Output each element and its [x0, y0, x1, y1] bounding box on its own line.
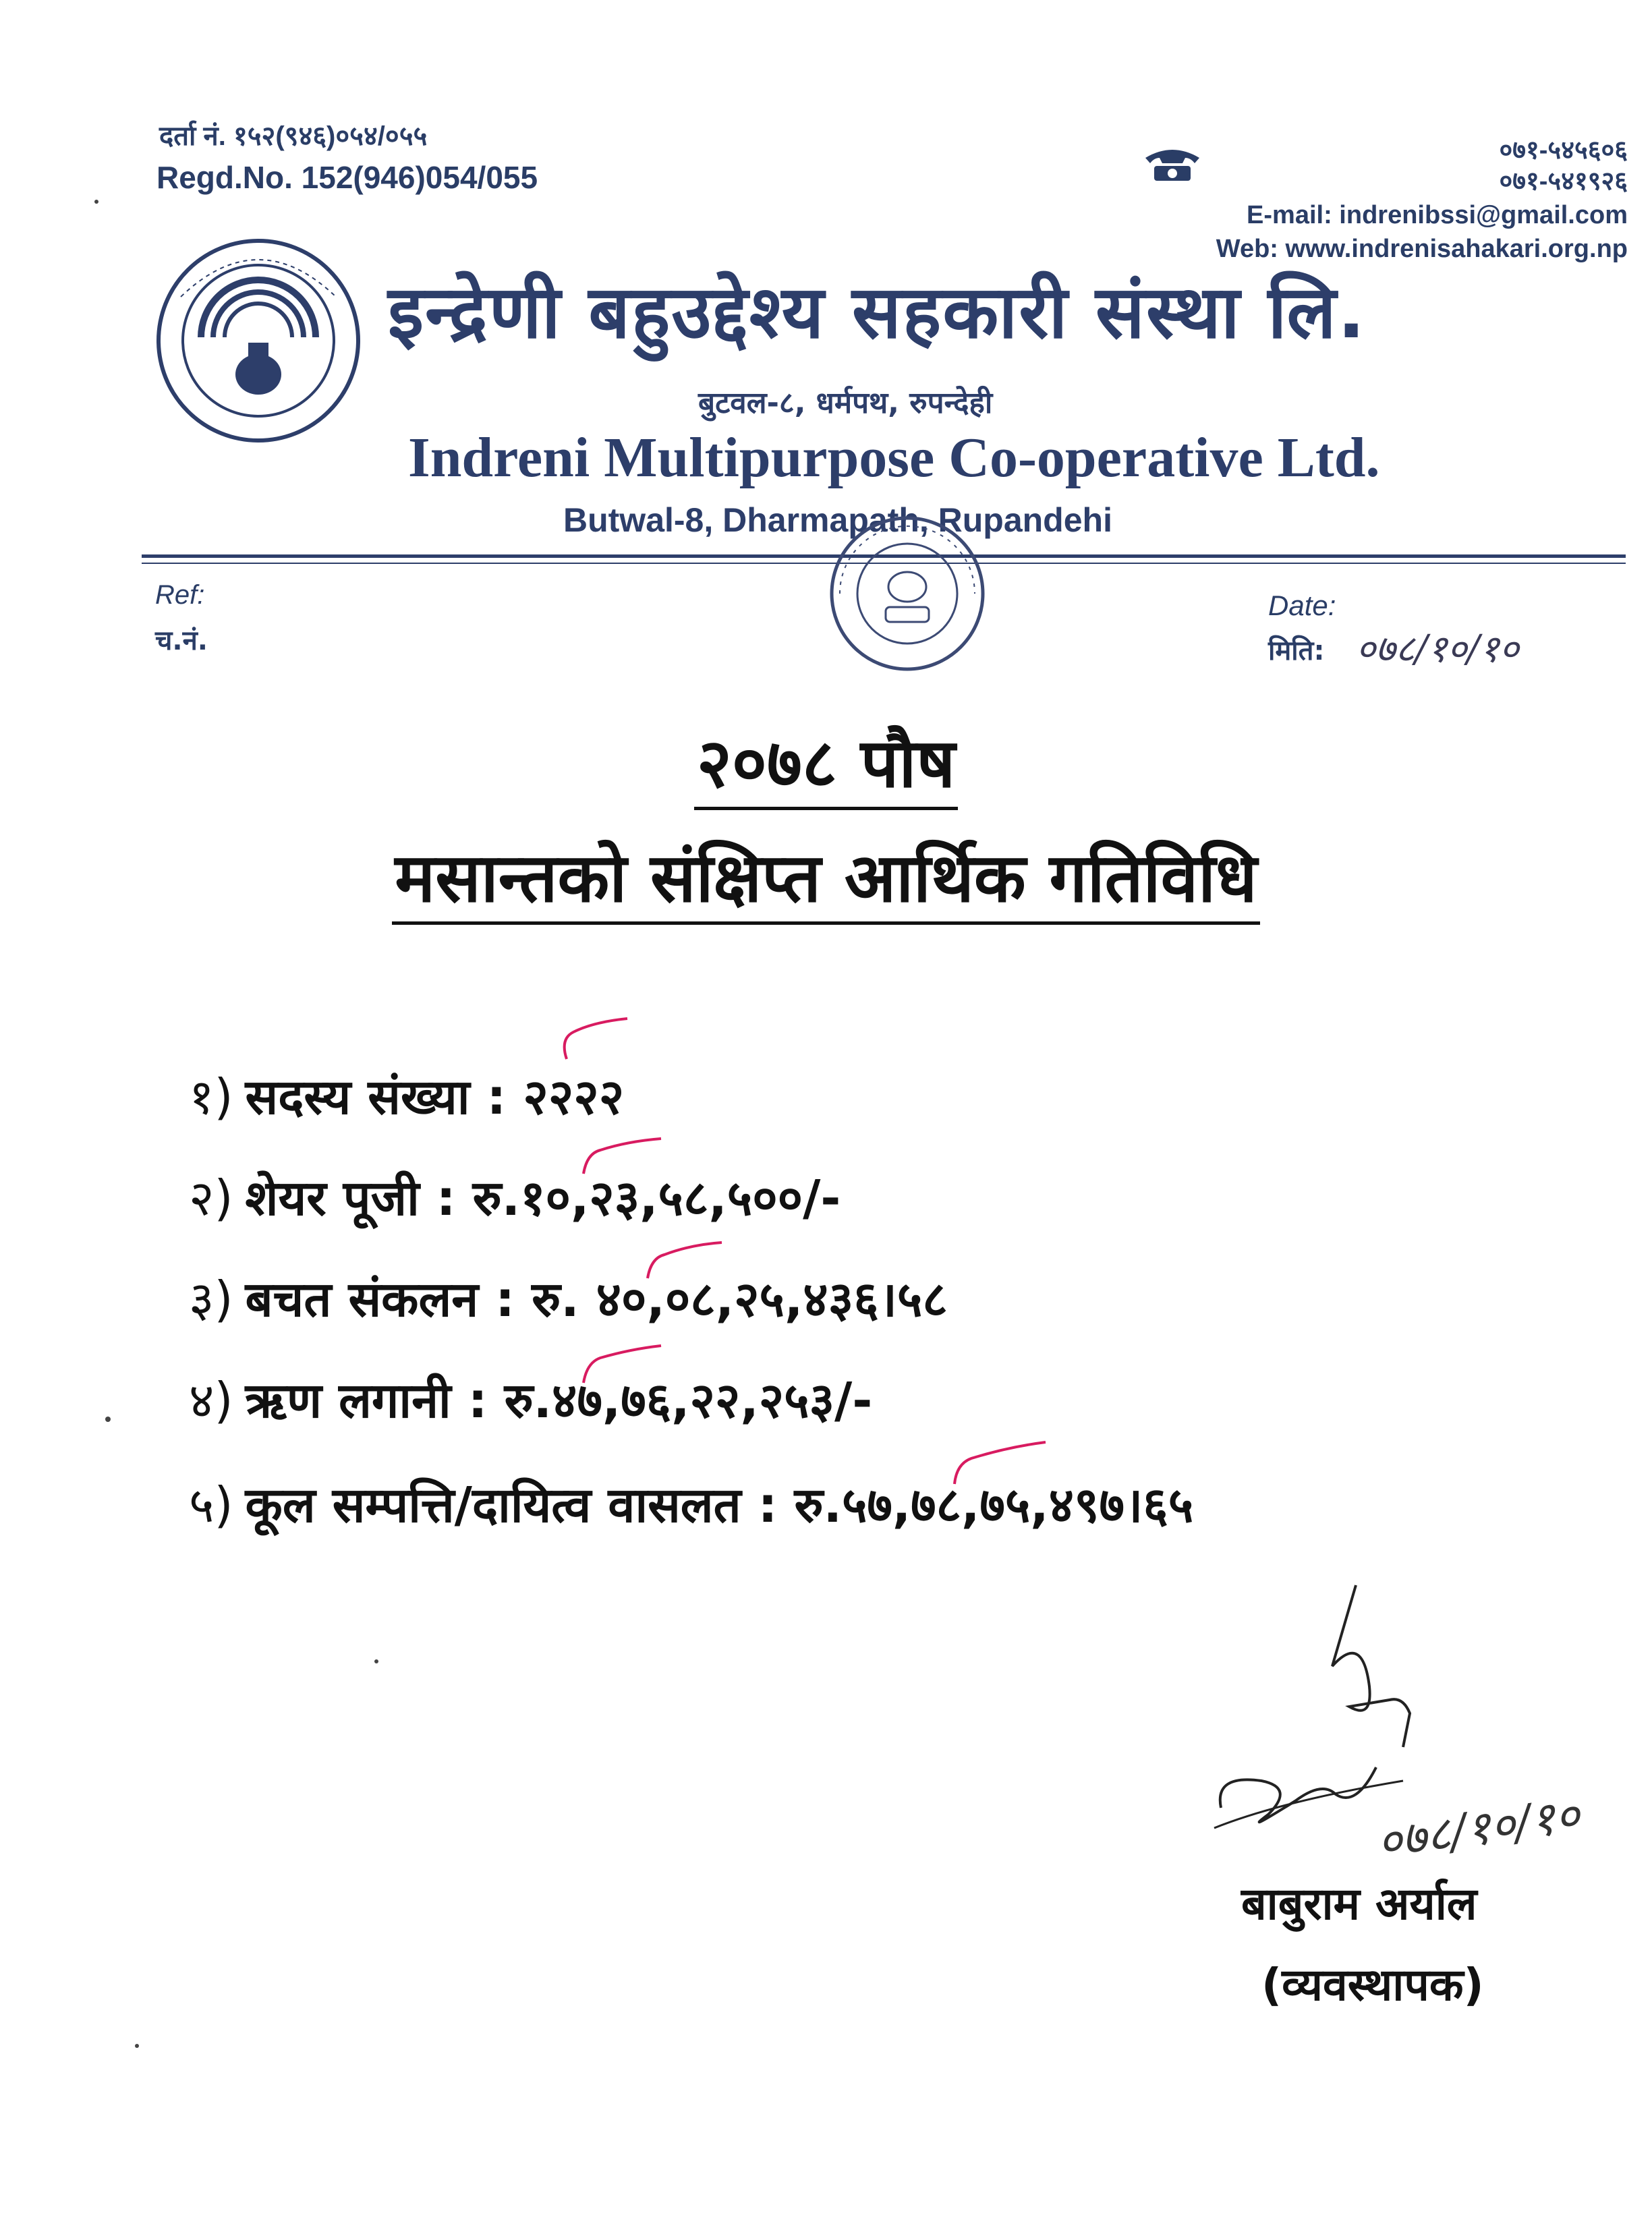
scan-speck [374, 1659, 378, 1663]
phone-number-1: ०७१-५४५६०६ [1499, 136, 1628, 165]
ref-label: Ref: [155, 580, 205, 610]
organization-name-np: इन्द्रेणी बहुउद्देश्य सहकारी संस्था लि. [388, 270, 1367, 355]
check-mark-icon [573, 1339, 668, 1390]
scan-speck [105, 1417, 111, 1422]
date-label: Date: [1268, 590, 1336, 621]
title-line-1: २०७८ पौष [0, 715, 1652, 807]
signature-date: ०७८/१०/१० [1373, 1787, 1583, 1871]
organization-name-en: Indreni Multipurpose Co-operative Ltd. [408, 426, 1380, 489]
organization-logo [154, 236, 363, 445]
scan-speck [94, 200, 98, 204]
registration-number-en: Regd.No. 152(946)054/055 [156, 160, 538, 195]
telephone-icon [1142, 143, 1203, 183]
phone-number-2: ०७१-५४१९२६ [1499, 167, 1628, 196]
official-stamp [793, 513, 1022, 675]
address-en: Butwal-8, Dharmapath, Rupandehi [563, 501, 1112, 539]
email-address: E-mail: indrenibssi@gmail.com [1247, 201, 1628, 229]
list-item: ५) कूल सम्पत्ति/दायित्व वासलत : रु.५७,७८,७५,४९७।६५ [189, 1477, 1194, 1533]
address-np: बुटवल-८, धर्मपथ, रुपन्देही [698, 386, 993, 420]
check-mark-icon [944, 1437, 1052, 1491]
check-mark-icon [641, 1234, 729, 1288]
date-value: ०७८/१०/१० [1356, 627, 1519, 671]
check-mark-icon [573, 1133, 668, 1180]
check-mark-icon [553, 1012, 634, 1073]
title-line-2: मसान्तको संक्षिप्त आर्थिक गतिविधि [0, 830, 1652, 921]
registration-number-np: दर्ता नं. १५२(९४६)०५४/०५५ [159, 121, 428, 151]
website-address: Web: www.indrenisahakari.org.np [1216, 235, 1628, 263]
signatory-role: (व्यवस्थापक) [1261, 1959, 1484, 2011]
contact-block [1216, 135, 1628, 264]
ref-number-label: च.नं. [155, 625, 208, 656]
signatory-name: बाबुराम अर्याल [1241, 1878, 1477, 1930]
scan-speck [135, 2044, 139, 2048]
list-item: १) सदस्य संख्या : २२२२ [189, 1068, 625, 1125]
list-item: २) शेयर पूजी : रु.१०,२३,५८,५००/- [189, 1170, 841, 1226]
list-item: ४) ऋण लगानी : रु.४७,७६,२२,२५३/- [189, 1372, 873, 1429]
date-label-np: मिति: [1268, 635, 1325, 666]
list-item: ३) बचत संकलन : रु. ४०,०८,२५,४३६।५८ [189, 1271, 948, 1328]
